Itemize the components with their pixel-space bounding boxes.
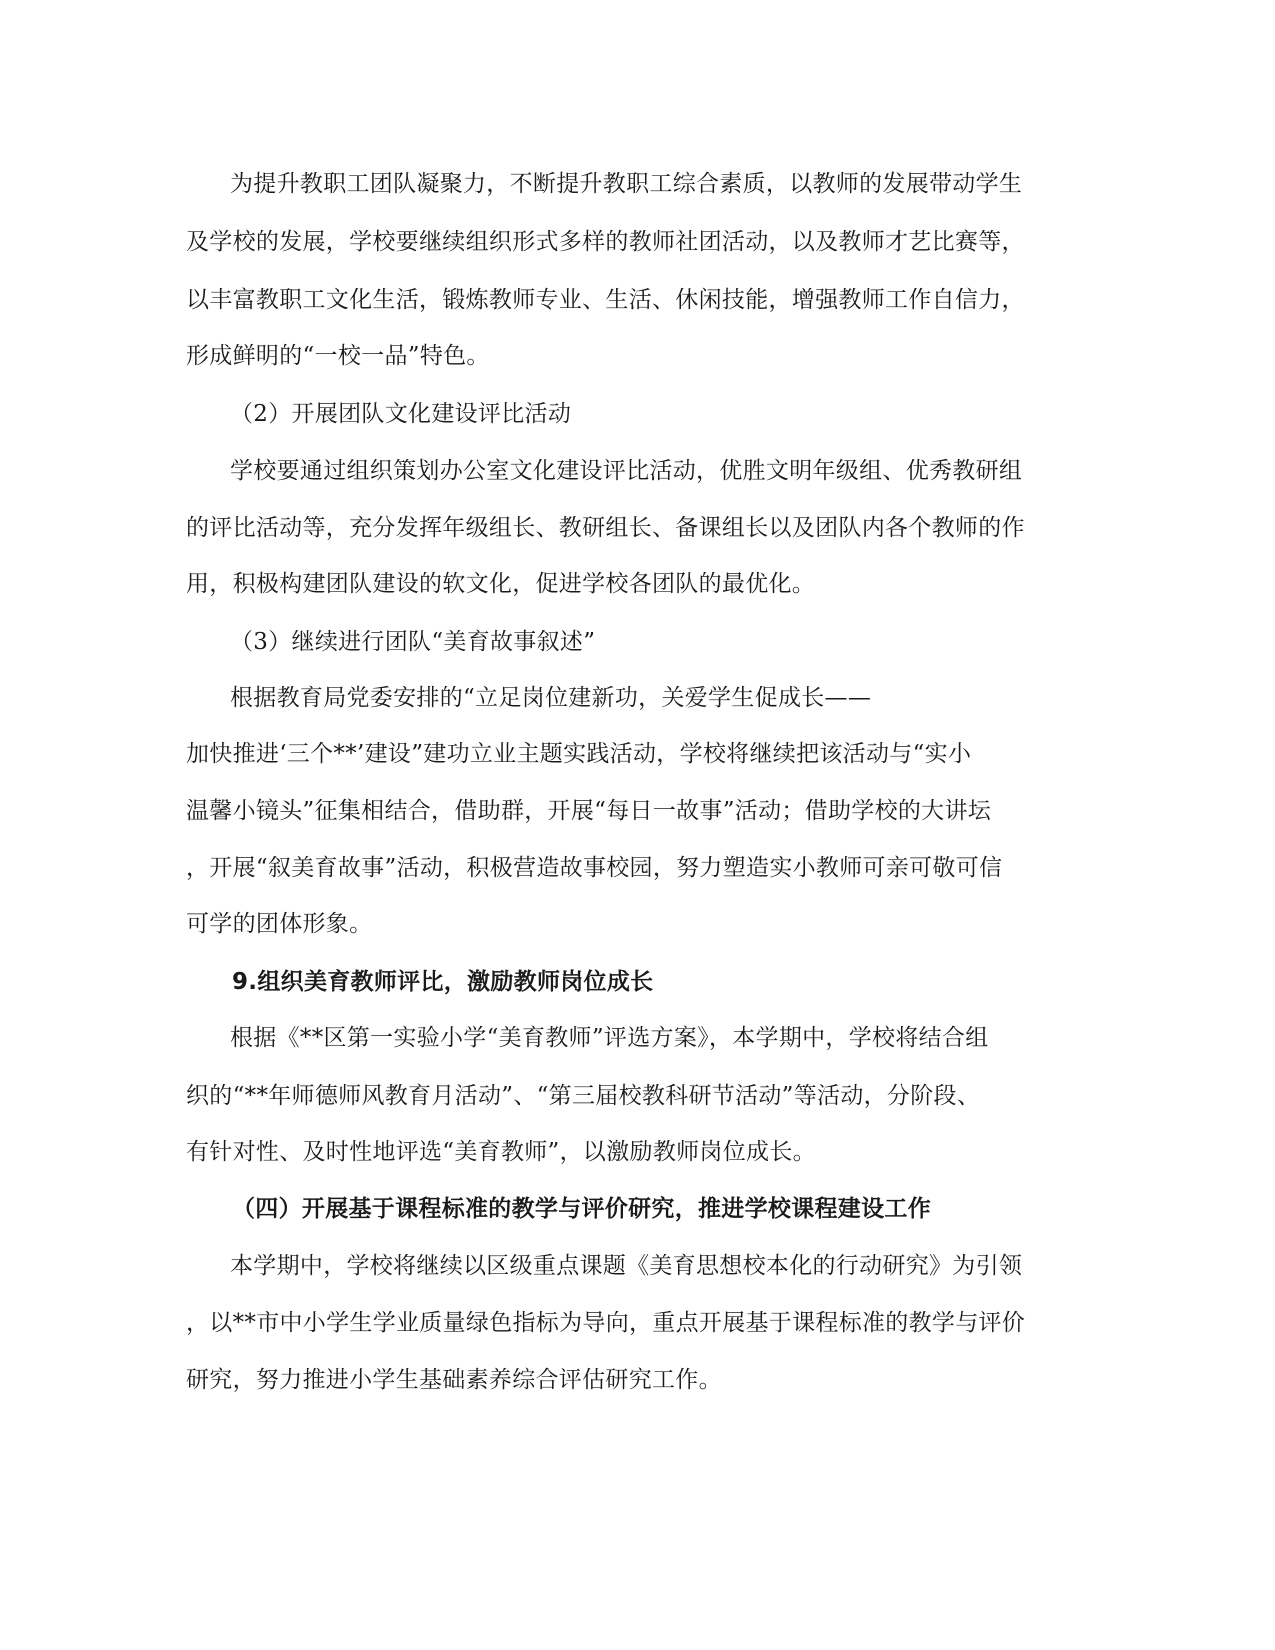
paragraph-line: 以丰富教职工文化生活，锻炼教师专业、生活、休闲技能，增强教师工作自信力，: [186, 287, 1025, 313]
section-heading: （四）开展基于课程标准的教学与评价研究，推进学校课程建设工作: [232, 1196, 931, 1222]
paragraph-line: 温馨小镜头”征集相结合，借助群，开展“每日一故事”活动；借助学校的大讲坛: [186, 798, 992, 824]
paragraph-line: 根据《**区第一实验小学“美育教师”评选方案》，本学期中，学校将结合组: [230, 1025, 989, 1051]
paragraph-line: 研究，努力推进小学生基础素养综合评估研究工作。: [186, 1367, 722, 1393]
paragraph-line: 加快推进‘三个**’建设”建功立业主题实践活动，学校将继续把该活动与“实小: [186, 741, 972, 767]
paragraph-line: 本学期中，学校将继续以区级重点课题《美育思想校本化的行动研究》为引领: [230, 1253, 1023, 1279]
paragraph-line: 学校要通过组织策划办公室文化建设评比活动，优胜文明年级组、优秀教研组: [230, 458, 1023, 484]
paragraph-line: 织的“**年师德师风教育月活动”、“第三届校教科研节活动”等活动，分阶段、: [186, 1083, 981, 1109]
paragraph-line: 可学的团体形象。: [186, 911, 373, 937]
paragraph-line: 为提升教职工团队凝聚力，不断提升教职工综合素质，以教师的发展带动学生: [230, 171, 1023, 197]
paragraph-line: 形成鲜明的“一校一品”特色。: [186, 343, 490, 369]
paragraph-line: ，以**市中小学生学业质量绿色指标为导向，重点开展基于课程标准的教学与评价: [186, 1310, 1026, 1336]
paragraph-line: 根据教育局党委安排的“立足岗位建新功，关爱学生促成长——: [230, 685, 872, 711]
section-heading: 9.组织美育教师评比，激励教师岗位成长: [232, 969, 654, 995]
paragraph-line: 有针对性、及时性地评选“美育教师”，以激励教师岗位成长。: [186, 1139, 816, 1165]
subsection-heading: （3）继续进行团队“美育故事叙述”: [230, 629, 596, 655]
subsection-heading: （2）开展团队文化建设评比活动: [230, 401, 572, 427]
paragraph-line: ，开展“叙美育故事”活动，积极营造故事校园，努力塑造实小教师可亲可敬可信: [186, 855, 1003, 881]
paragraph-line: 的评比活动等，充分发挥年级组长、教研组长、备课组长以及团队内各个教师的作: [186, 515, 1025, 541]
paragraph-line: 及学校的发展，学校要继续组织形式多样的教师社团活动，以及教师才艺比赛等，: [186, 229, 1025, 255]
paragraph-line: 用，积极构建团队建设的软文化，促进学校各团队的最优化。: [186, 571, 816, 597]
